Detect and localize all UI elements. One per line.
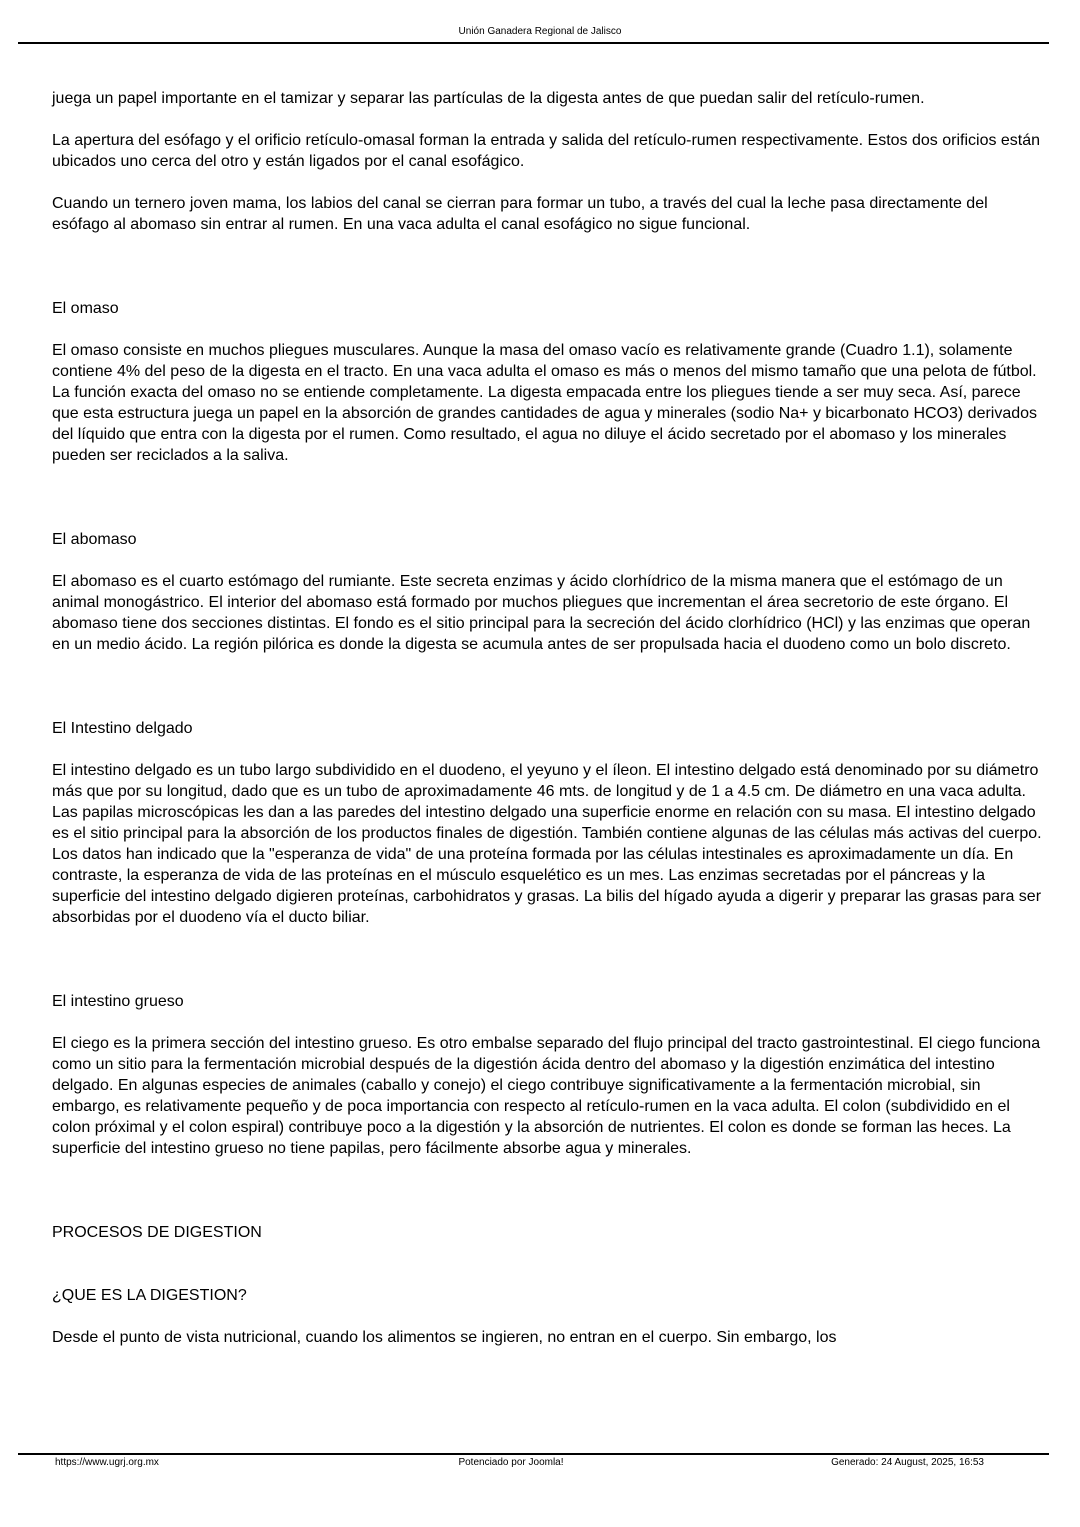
header-title: Unión Ganadera Regional de Jalisco [458,26,622,37]
paragraph-reticulo-intro: juega un papel importante en el tamizar y separar las partículas de la digesta antes de que puedan salir del retículo-rumen. [52,90,925,107]
footer-url[interactable]: https://www.ugrj.org.mx [55,1457,159,1468]
paragraph-esofago: La apertura del esófago y el orificio retículo-omasal forman la entrada y salida del retículo-rumen respectivamente. Estos dos orificios están ubicados uno cerca del otro y están ligados por el canal esofágico. [52,132,1041,170]
paragraph-abomaso: El abomaso es el cuarto estómago del rumiante. Este secreta enzimas y ácido clorhídrico de la misma manera que el estómago de un animal monogástrico. El interior del abomaso está formado por muchos pliegues que incrementan el área secretorio de este órgano. El abomaso tiene dos secciones distintas. El fondo es el sitio principal para la secreción del ácido clorhídrico (HCl) y las enzimas que operan en un medio ácido. La región pilórica es donde la digesta se acumula antes de ser propulsada hacia el duodeno como un bolo discreto. [52,573,1031,653]
page-footer [0,1457,1080,1471]
article-body [52,88,1042,1348]
heading-procesos-digestion: PROCESOS DE DIGESTION [52,1224,262,1241]
heading-omaso: El omaso [52,300,119,317]
header-rule [18,42,1049,44]
paragraph-ternero: Cuando un ternero joven mama, los labios del canal se cierran para formar un tubo, a través del cual la leche pasa directamente del esófago al abomaso sin entrar al rumen. En una vaca adulta el canal esofágico no sigue funcional. [52,195,988,233]
paragraph-intestino-grueso: El ciego es la primera sección del intestino grueso. Es otro embalse separado del flujo principal del tracto gastrointestinal. El ciego funciona como un sitio para la fermentación microbial después de la digestión ácida dentro del abomaso y la digestión enzimática del intestino delgado. En algunas especies de animales (caballo y conejo) el ciego contribuye significativamente a la fermentación microbial, sin embargo, es relativamente pequeño y de poca importancia con respecto al retículo-rumen en la vaca adulta. El colon (subdividido en el colon próximal y el colon espiral) contribuye poco a la digestión y la absorción de nutrientes. El colon es donde se forman las heces. La superficie del intestino grueso no tiene papilas, pero fácilmente absorbe agua y minerales. [52,1035,1041,1157]
heading-abomaso: El abomaso [52,531,137,548]
paragraph-intestino-delgado: El intestino delgado es un tubo largo subdividido en el duodeno, el yeyuno y el íleon. El intestino delgado está denominado por su diámetro más que por su longitud, dado que es un tubo de aproximadamente 46 mts. de longitud y de 1 a 4.5 cm. De diámetro en una vaca adulta. Las papilas microscópicas les dan a las paredes del intestino delgado una superficie enorme en relación con su masa. El intestino delgado es el sitio principal para la absorción de los productos finales de digestión. También contiene algunas de las células más activas del cuerpo. Los datos han indicado que la "esperanza de vida" de una proteína formada por las células intestinales es aproximadamente un día. En contraste, la esperanza de vida de las proteínas en el músculo esquelético es un mes. Las enzimas secretadas por el páncreas y la superficie del intestino delgado digieren proteínas, carbohidratos y grasas. La bilis del hígado ayuda a digerir y preparar las grasas para ser absorbidas por el duodeno vía el ducto biliar. [52,762,1042,926]
page-header [0,0,1080,44]
heading-intestino-delgado: El Intestino delgado [52,720,193,737]
heading-intestino-grueso: El intestino grueso [52,993,184,1010]
footer-rule [18,1453,1049,1455]
paragraph-digestion-intro: Desde el punto de vista nutricional, cuando los alimentos se ingieren, no entran en el cuerpo. Sin embargo, los [52,1329,837,1346]
footer-powered-by: Potenciado por Joomla! [458,1457,564,1468]
heading-que-es-digestion: ¿QUE ES LA DIGESTION? [52,1287,247,1304]
footer-generated-date: Generado: 24 August, 2025, 16:53 [831,1457,984,1468]
paragraph-omaso: El omaso consiste en muchos pliegues musculares. Aunque la masa del omaso vacío es relativamente grande (Cuadro 1.1), solamente contiene 4% del peso de la digesta en el tracto. En una vaca adulta el omaso es más o menos del mismo tamaño que una pelota de fútbol. La función exacta del omaso no se entiende completamente. La digesta empacada entre los pliegues tiende a ser muy seca. Así, parece que esta estructura juega un papel en la absorción de grandes cantidades de agua y minerales (sodio Na+ y bicarbonato HCO3) derivados del líquido que entra con la digesta por el rumen. Como resultado, el agua no diluye el ácido secretado por el abomaso y los minerales pueden ser reciclados a la saliva. [52,342,1038,464]
